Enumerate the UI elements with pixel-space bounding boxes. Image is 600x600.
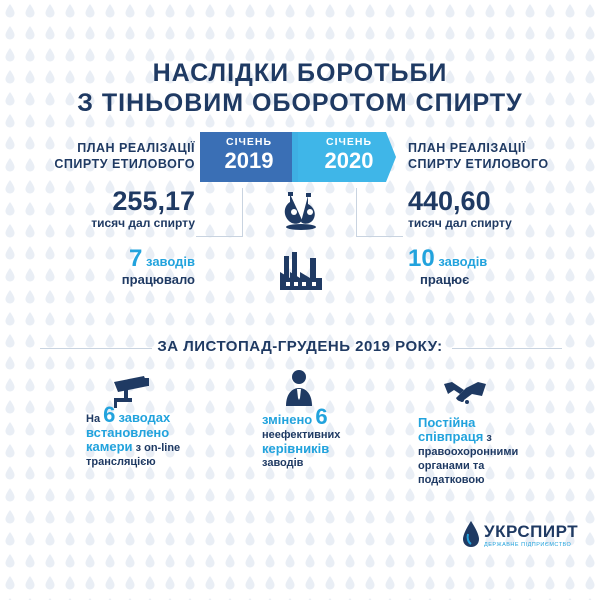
col3-word2: співпраця	[418, 429, 484, 444]
col3-line3: правоохоронними	[418, 446, 519, 458]
cameras-column	[86, 402, 236, 469]
title-line-1: НАСЛІДКИ БОРОТЬБИ	[152, 59, 448, 87]
left-factories-status: працювало	[121, 272, 195, 287]
badge-2020	[306, 132, 392, 173]
right-divider-vertical	[356, 188, 357, 236]
managers-column	[262, 404, 392, 470]
left-unit: тисяч дал спирту	[91, 216, 195, 230]
col2-word2: керівників	[262, 441, 330, 456]
left-divider-horizontal	[196, 236, 243, 237]
col1-number: 6	[103, 402, 116, 427]
left-plan-label	[40, 140, 195, 172]
badge-2019	[200, 132, 298, 173]
period-line-right	[452, 348, 562, 349]
ukrspyrt-logo-drop-icon	[462, 520, 480, 548]
col1-word3: камери	[86, 439, 133, 454]
right-value-block	[408, 186, 578, 230]
right-plan-label-line1: ПЛАН РЕАЛІЗАЦІЇ	[408, 141, 526, 155]
handshake-icon	[442, 378, 488, 408]
left-factories	[40, 245, 195, 289]
left-value: 255,17	[112, 186, 195, 216]
logo-subtitle: ДЕРЖАВНЕ ПІДПРИЄМСТВО	[484, 542, 572, 548]
badge-2019-month: СІЧЕНЬ	[225, 136, 272, 148]
cooperation-column	[418, 416, 568, 487]
col1-prefix: На	[86, 413, 101, 425]
col2-word1: змінено	[262, 412, 313, 427]
badge-2019-year: 2019	[224, 148, 274, 173]
badge-2020-year: 2020	[324, 148, 374, 173]
right-factories-word: заводів	[438, 254, 488, 269]
security-camera-icon	[110, 374, 152, 408]
right-plan-label-line2: СПИРТУ ЕТИЛОВОГО	[408, 157, 549, 171]
col1-rest2: трансляцією	[86, 456, 156, 468]
period-line-left	[40, 348, 152, 349]
left-divider-vertical	[242, 188, 243, 236]
left-factories-number: 7	[129, 245, 143, 272]
col3-word1: Постійна	[418, 415, 476, 430]
col3-line5: податковою	[418, 474, 485, 486]
left-plan-label-line2: СПИРТУ ЕТИЛОВОГО	[54, 157, 195, 171]
col3-rest1: з	[486, 432, 492, 444]
left-value-block	[40, 186, 195, 230]
factory-icon	[278, 250, 324, 292]
distillery-flask-icon	[280, 190, 322, 232]
right-factories-number: 10	[408, 245, 435, 272]
col1-rest1: з on-line	[135, 442, 181, 454]
right-divider-horizontal	[356, 236, 403, 237]
page-title	[0, 58, 600, 118]
right-factories	[408, 245, 578, 289]
right-factories-status: працює	[420, 272, 470, 287]
logo-name: УКРСПИРТ	[484, 522, 579, 541]
manager-person-icon	[284, 368, 314, 406]
col3-line4: органами та	[418, 460, 485, 472]
col2-number: 6	[315, 404, 328, 429]
logo	[484, 522, 578, 548]
right-unit: тисяч дал спирту	[408, 216, 512, 230]
col1-word1: заводах	[118, 410, 171, 425]
col1-word2: встановлено	[86, 425, 170, 440]
badge-2020-month: СІЧЕНЬ	[325, 136, 372, 148]
title-line-2: З ТІНЬОВИМ ОБОРОТОМ СПИРТУ	[77, 89, 523, 117]
right-value: 440,60	[408, 186, 491, 216]
col2-line2: неефективних	[262, 429, 341, 441]
left-plan-label-line1: ПЛАН РЕАЛІЗАЦІЇ	[77, 141, 195, 155]
left-factories-word: заводів	[146, 254, 195, 269]
col2-line4: заводів	[262, 457, 304, 469]
right-plan-label	[408, 140, 578, 172]
period-title: ЗА ЛИСТОПАД-ГРУДЕНЬ 2019 РОКУ:	[157, 338, 443, 355]
